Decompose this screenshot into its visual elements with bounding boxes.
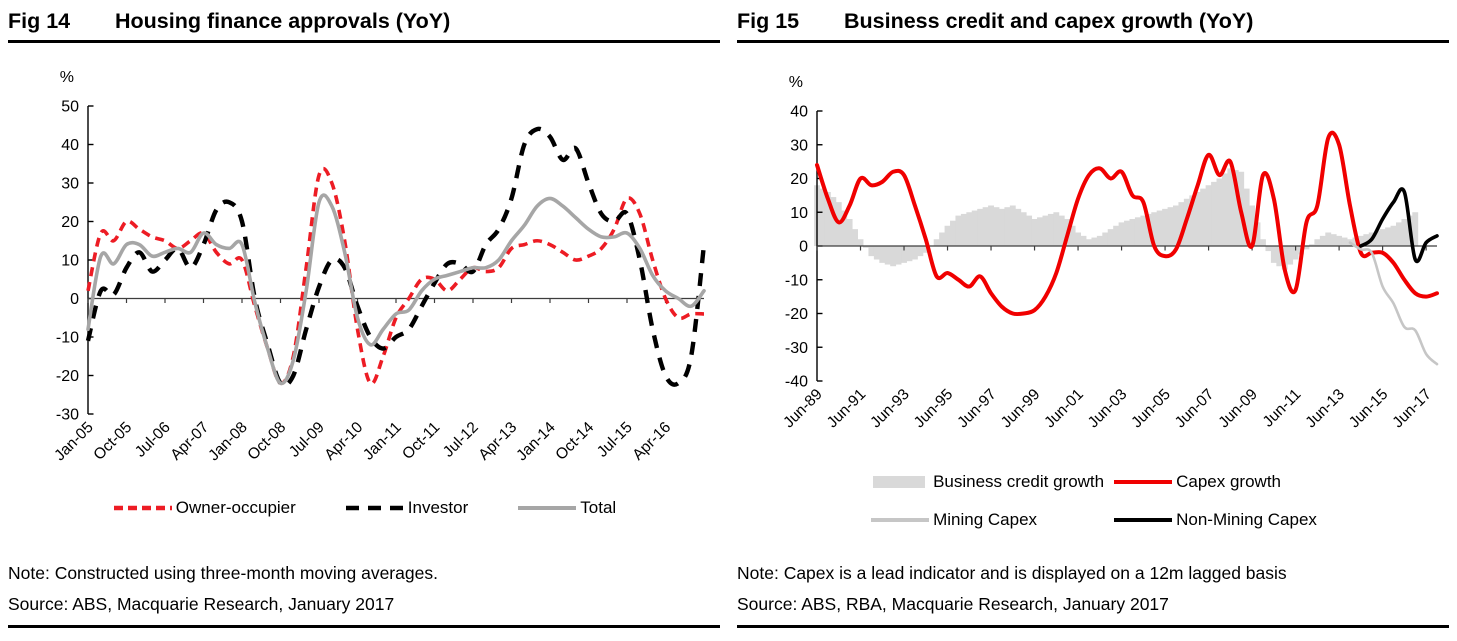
x-tick-label: Oct-05: [90, 418, 136, 464]
bar-business-credit-growth: [1086, 239, 1092, 246]
y-tick-label: 30: [790, 137, 808, 155]
bar-business-credit-growth: [999, 209, 1005, 246]
bar-business-credit-growth: [907, 246, 913, 261]
fig15-header: [737, 0, 1449, 43]
bar-business-credit-growth: [1032, 219, 1038, 246]
legend-item-non-mining-capex: [1112, 510, 1317, 530]
y-tick-label: 30: [61, 175, 79, 193]
y-axis-unit-label: %: [59, 69, 74, 86]
fig14-chart: [8, 51, 720, 476]
bar-business-credit-growth: [1336, 236, 1342, 246]
bar-business-credit-growth: [945, 226, 951, 246]
bar-business-credit-growth: [1021, 212, 1027, 246]
y-tick-label: 20: [61, 214, 79, 231]
x-tick-label: Jun-99: [997, 385, 1044, 432]
bar-business-credit-growth: [1135, 217, 1141, 246]
bar-business-credit-growth: [1200, 189, 1206, 246]
bar-business-credit-growth: [1271, 246, 1277, 263]
bar-business-credit-growth: [939, 233, 945, 247]
bar-business-credit-growth: [1401, 219, 1407, 246]
legend-label-investor: Investor: [407, 498, 469, 517]
bar-business-credit-growth: [1265, 246, 1271, 251]
fig14-title: Housing finance approvals (YoY): [115, 9, 451, 33]
x-tick-label: Oct-08: [244, 418, 290, 464]
bar-business-credit-growth: [1026, 216, 1032, 246]
bar-business-credit-growth: [1222, 173, 1228, 246]
bar-business-credit-growth: [890, 246, 896, 266]
x-tick-label: Jun-95: [910, 385, 957, 432]
legend-label-capex-growth: Capex growth: [1176, 472, 1281, 491]
bar-business-credit-growth: [934, 239, 940, 246]
bar-business-credit-growth: [1010, 206, 1016, 247]
legend-swatch-investor: [344, 500, 406, 516]
x-tick-label: Jul-15: [593, 418, 636, 461]
x-tick-label: Jun-17: [1389, 385, 1435, 432]
legend-item-mining-capex: [869, 510, 1104, 530]
fig15-panel: [737, 0, 1449, 639]
x-tick-label: Jan-11: [360, 418, 405, 464]
x-tick-label: Jun-93: [867, 385, 913, 432]
fig15-chart: [737, 51, 1449, 456]
legend-swatch-total: [516, 500, 578, 516]
bar-business-credit-growth: [874, 246, 880, 260]
x-tick-label: Oct-14: [552, 418, 598, 464]
legend-swatch-capex-growth: [1112, 474, 1174, 490]
y-tick-label: 40: [790, 103, 808, 121]
fig15-bottom-rule: [737, 625, 1449, 628]
bar-business-credit-growth: [819, 189, 825, 246]
bar-business-credit-growth: [1102, 233, 1108, 247]
y-axis-unit-label: %: [788, 74, 803, 91]
bar-business-credit-growth: [1211, 182, 1217, 246]
legend-label-total: Total: [580, 498, 617, 517]
x-tick-label: Apr-10: [321, 418, 367, 464]
bar-business-credit-growth: [868, 246, 874, 256]
bar-business-credit-growth: [879, 246, 885, 263]
fig14-spacer: [8, 518, 720, 563]
series-owner-occupier: [88, 169, 704, 384]
bar-business-credit-growth: [1314, 239, 1320, 246]
y-tick-label: 10: [61, 252, 79, 270]
fig15-note: Note: Capex is a lead indicator and is displayed on a 12m lagged basis: [737, 563, 1287, 583]
x-tick-label: Jun-03: [1084, 385, 1131, 432]
y-tick-label: -40: [784, 373, 808, 391]
bar-business-credit-growth: [1129, 219, 1135, 246]
bar-business-credit-growth: [977, 209, 983, 246]
y-tick-label: -10: [55, 329, 79, 347]
fig15-spacer: [737, 530, 1449, 563]
bar-business-credit-growth: [1091, 238, 1097, 246]
bar-business-credit-growth: [1380, 229, 1386, 246]
legend-swatch-owner-occupier: [112, 500, 174, 516]
fig14-source: Source: ABS, Macquarie Research, January 2017: [8, 594, 395, 614]
bar-business-credit-growth: [1162, 209, 1168, 246]
x-tick-label: Jul-09: [285, 418, 328, 461]
bar-business-credit-growth: [917, 246, 923, 256]
bar-business-credit-growth: [1081, 236, 1087, 246]
fig14-panel: [8, 0, 720, 639]
y-tick-label: 50: [61, 98, 79, 116]
y-tick-label: -20: [55, 368, 79, 385]
legend-item-investor: [344, 498, 468, 518]
y-tick-label: -30: [55, 406, 79, 424]
x-tick-label: Jul-06: [131, 418, 174, 461]
legend-label-business-credit-growth: Business credit growth: [933, 472, 1105, 491]
legend-swatch-business-credit-growth: [869, 474, 931, 490]
x-tick-label: Jun-91: [823, 385, 870, 432]
bar-business-credit-growth: [1048, 214, 1054, 246]
y-tick-label: 40: [61, 137, 79, 154]
bar-business-credit-growth: [1260, 239, 1266, 246]
legend-item-owner-occupier: [112, 498, 296, 518]
bar-business-credit-growth: [847, 219, 853, 246]
x-tick-label: Oct-11: [399, 418, 444, 463]
bar-business-credit-growth: [885, 246, 891, 265]
x-tick-label: Jun-97: [954, 385, 1000, 432]
legend-swatch-mining-capex: [869, 512, 931, 528]
series-total: [88, 195, 704, 383]
bar-business-credit-growth: [1391, 226, 1397, 246]
x-tick-label: Jan-05: [51, 418, 97, 465]
bar-business-credit-growth: [1206, 185, 1212, 246]
bar-business-credit-growth: [1342, 238, 1348, 246]
x-tick-label: Jun-13: [1302, 385, 1348, 432]
bar-business-credit-growth: [896, 246, 902, 265]
x-tick-label: Jul-12: [439, 418, 482, 461]
legend-item-capex-growth: [1112, 472, 1317, 492]
bar-business-credit-growth: [852, 229, 858, 246]
y-tick-label: 0: [70, 291, 79, 308]
x-tick-label: Apr-13: [475, 418, 521, 464]
y-tick-label: -30: [784, 339, 808, 357]
bar-business-credit-growth: [1195, 192, 1201, 246]
legend-label-non-mining-capex: Non-Mining Capex: [1176, 510, 1317, 529]
legend-item-total: [516, 498, 616, 518]
y-tick-label: 20: [790, 171, 808, 188]
y-tick-label: -10: [784, 272, 808, 290]
legend-item-business-credit-growth: [869, 472, 1104, 492]
fig14-bottom-rule: [8, 625, 720, 628]
bar-business-credit-growth: [1042, 216, 1048, 246]
bar-business-credit-growth: [1227, 168, 1233, 246]
bar-business-credit-growth: [1157, 211, 1163, 246]
x-tick-label: Jun-09: [1215, 385, 1261, 432]
bar-business-credit-growth: [1331, 234, 1337, 246]
bar-business-credit-growth: [988, 206, 994, 247]
fig14-note: Note: Constructed using three-month moving averages.: [8, 563, 438, 583]
bar-business-credit-growth: [1124, 221, 1130, 246]
bar-business-credit-growth: [912, 246, 918, 260]
y-tick-label: 10: [790, 204, 808, 222]
bar-business-credit-growth: [1113, 226, 1119, 246]
bar-business-credit-growth: [1320, 236, 1326, 246]
legend-label-mining-capex: Mining Capex: [933, 510, 1038, 529]
fig15-source: Source: ABS, RBA, Macquarie Research, January 2017: [737, 594, 1169, 614]
x-tick-label: Apr-07: [167, 418, 213, 464]
x-tick-label: Jan-14: [513, 418, 559, 465]
bar-business-credit-growth: [994, 207, 1000, 246]
bar-business-credit-growth: [858, 239, 864, 246]
x-tick-label: Jun-05: [1128, 385, 1174, 432]
bar-business-credit-growth: [1015, 209, 1021, 246]
bar-business-credit-growth: [1325, 233, 1331, 247]
bar-business-credit-growth: [955, 216, 961, 246]
fig15-legend: [737, 472, 1449, 530]
bar-business-credit-growth: [1396, 222, 1402, 246]
fig15-fig-label: Fig 15: [737, 9, 800, 33]
bar-business-credit-growth: [1217, 179, 1223, 247]
fig14-header: [8, 0, 720, 43]
bar-business-credit-growth: [1037, 217, 1043, 246]
y-tick-label: -20: [784, 306, 808, 323]
fig15-title: Business credit and capex growth (YoY): [844, 9, 1254, 33]
bar-business-credit-growth: [972, 211, 978, 246]
legend-swatch-non-mining-capex: [1112, 512, 1174, 528]
series-investor: [88, 129, 704, 386]
x-tick-label: Jun-07: [1171, 385, 1218, 432]
bar-business-credit-growth: [1004, 207, 1010, 246]
x-tick-label: Jan-08: [205, 418, 251, 465]
bar-business-credit-growth: [1287, 246, 1293, 265]
bar-business-credit-growth: [1385, 227, 1391, 246]
bar-business-credit-growth: [1119, 222, 1125, 246]
fig14-legend: [8, 498, 720, 518]
x-tick-label: Jun-15: [1345, 385, 1392, 432]
x-tick-label: Apr-16: [629, 418, 675, 464]
bar-business-credit-growth: [1168, 207, 1174, 246]
fig14-fig-label: Fig 14: [8, 9, 71, 33]
x-tick-label: Jun-01: [1041, 385, 1087, 432]
bar-business-credit-growth: [983, 207, 989, 246]
x-tick-label: Jun-89: [780, 385, 826, 432]
bar-business-credit-growth: [1053, 212, 1059, 246]
y-tick-label: 0: [799, 238, 808, 256]
bar-business-credit-growth: [1108, 229, 1114, 246]
legend-label-owner-occupier: Owner-occupier: [175, 498, 296, 517]
bar-business-credit-growth: [1140, 216, 1146, 246]
bar-business-credit-growth: [966, 212, 972, 246]
bar-business-credit-growth: [1097, 236, 1103, 246]
bar-business-credit-growth: [1075, 233, 1081, 247]
x-tick-label: Jun-11: [1259, 385, 1305, 431]
bar-business-credit-growth: [961, 214, 967, 246]
bar-business-credit-growth: [950, 221, 956, 246]
